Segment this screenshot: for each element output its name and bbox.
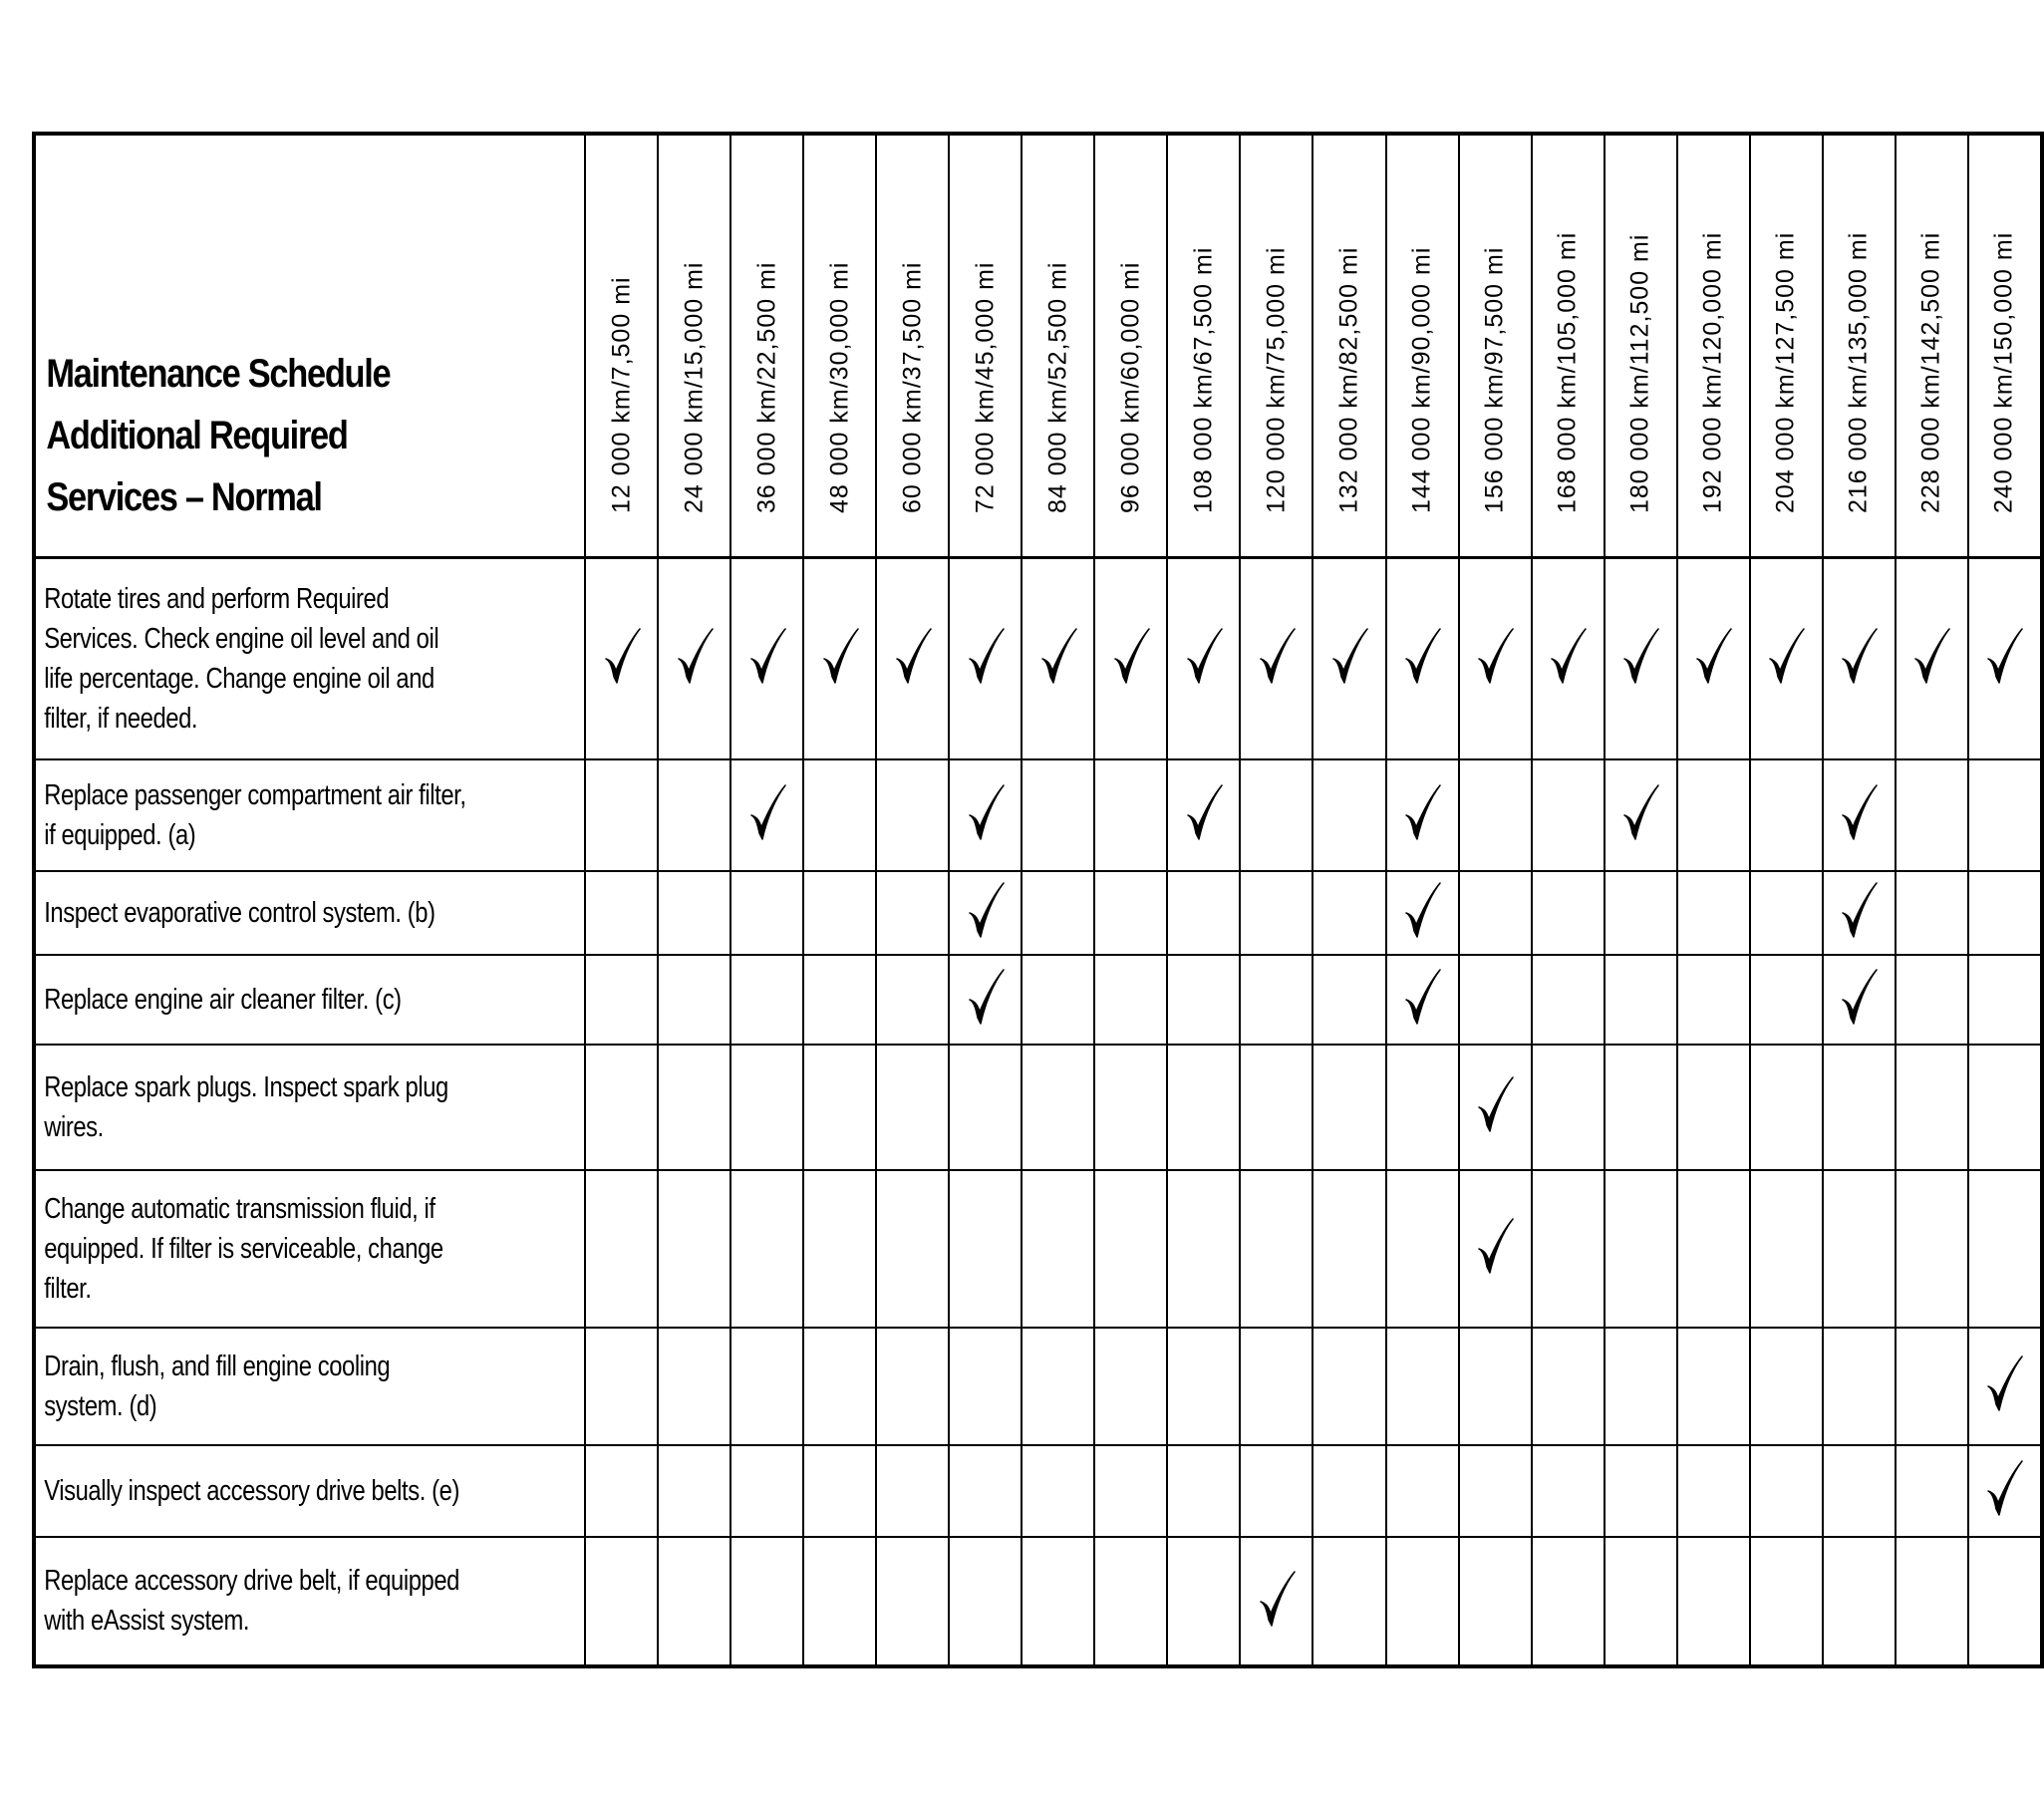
service-description-cell <box>34 1537 585 1666</box>
check-cell-empty <box>1532 871 1605 955</box>
check-cell-empty <box>1896 955 1968 1045</box>
interval-label: 108 000 km/67,500 mi <box>1189 246 1218 513</box>
check-cell-checked <box>585 558 658 759</box>
check-cell-empty <box>730 1045 803 1170</box>
interval-header <box>1459 134 1532 558</box>
check-cell-empty <box>1386 1045 1459 1170</box>
check-cell-empty <box>1022 1045 1094 1170</box>
check-mark-icon <box>966 966 1006 1028</box>
check-mark-icon <box>1693 625 1733 687</box>
interval-label: 204 000 km/127,500 mi <box>1771 231 1800 513</box>
interval-label: 216 000 km/135,000 mi <box>1844 231 1873 513</box>
check-cell-checked <box>1386 759 1459 871</box>
interval-label: 240 000 km/150,000 mi <box>1989 231 2018 513</box>
service-description: Replace spark plugs. Inspect spark plug wires. <box>44 1070 448 1143</box>
check-mark-icon <box>1766 625 1806 687</box>
service-description: Visually inspect accessory drive belts. (e) <box>44 1474 459 1507</box>
check-cell-empty <box>1750 759 1823 871</box>
check-cell-empty <box>1240 1328 1313 1445</box>
interval-label: 48 000 km/30,000 mi <box>825 261 854 513</box>
check-cell-empty <box>730 955 803 1045</box>
check-cell-empty <box>585 955 658 1045</box>
check-cell-empty <box>1022 1445 1094 1537</box>
check-mark-icon <box>1184 625 1224 687</box>
check-cell-empty <box>876 1170 949 1328</box>
service-description-cell <box>34 955 585 1045</box>
interval-label: 84 000 km/52,500 mi <box>1043 261 1072 513</box>
check-cell-empty <box>1823 1170 1896 1328</box>
check-cell-checked <box>1605 558 1677 759</box>
check-cell-empty <box>1094 759 1167 871</box>
check-cell-empty <box>1094 955 1167 1045</box>
check-cell-checked <box>1459 1045 1532 1170</box>
check-cell-empty <box>730 1328 803 1445</box>
interval-label: 96 000 km/60,000 mi <box>1116 261 1145 513</box>
table-title-line-2: Additional Required <box>46 414 348 457</box>
check-cell-empty <box>803 1445 876 1537</box>
check-mark-icon <box>966 781 1006 843</box>
check-cell-empty <box>1094 1537 1167 1666</box>
check-cell-empty <box>1240 1170 1313 1328</box>
check-cell-empty <box>1896 759 1968 871</box>
check-cell-empty <box>1022 1537 1094 1666</box>
check-mark-icon <box>1402 879 1442 941</box>
service-row <box>34 1328 2042 1445</box>
check-cell-empty <box>1094 871 1167 955</box>
check-mark-icon <box>1620 625 1660 687</box>
interval-header <box>1240 134 1313 558</box>
check-mark-icon <box>1620 781 1660 843</box>
check-mark-icon <box>1111 625 1151 687</box>
check-cell-empty <box>1167 1537 1240 1666</box>
check-cell-empty <box>1968 955 2042 1045</box>
check-mark-icon <box>1839 879 1879 941</box>
service-description-cell <box>34 1445 585 1537</box>
interval-label: 36 000 km/22,500 mi <box>752 261 781 513</box>
check-mark-icon <box>1839 966 1879 1028</box>
check-cell-checked <box>1386 558 1459 759</box>
interval-header <box>730 134 803 558</box>
check-cell-empty <box>1677 1045 1750 1170</box>
check-cell-empty <box>949 1045 1022 1170</box>
service-row <box>34 1537 2042 1666</box>
check-cell-empty <box>1313 955 1385 1045</box>
check-cell-empty <box>949 1328 1022 1445</box>
service-description: Replace passenger compartment air filter, if equipped. (a) <box>44 778 466 851</box>
check-cell-empty <box>1968 759 2042 871</box>
check-cell-empty <box>1313 1328 1385 1445</box>
check-cell-checked <box>1968 558 2042 759</box>
check-cell-empty <box>585 759 658 871</box>
check-cell-empty <box>585 871 658 955</box>
check-mark-icon <box>1038 625 1078 687</box>
service-description: Rotate tires and perform Required Services. Check engine oil level and oil life percentage. Change engine oil and filter, if needed. <box>44 582 439 735</box>
check-cell-empty <box>1313 759 1385 871</box>
check-cell-empty <box>585 1328 658 1445</box>
check-mark-icon <box>1475 1215 1515 1277</box>
check-cell-checked <box>803 558 876 759</box>
check-mark-icon <box>1548 625 1588 687</box>
service-row <box>34 558 2042 759</box>
service-row <box>34 1045 2042 1170</box>
check-cell-checked <box>1677 558 1750 759</box>
interval-label: 144 000 km/90,000 mi <box>1407 246 1436 513</box>
check-cell-empty <box>803 1170 876 1328</box>
check-cell-empty <box>1313 1445 1385 1537</box>
interval-header <box>1823 134 1896 558</box>
check-cell-empty <box>585 1537 658 1666</box>
check-cell-empty <box>1750 955 1823 1045</box>
check-cell-empty <box>1167 955 1240 1045</box>
check-cell-empty <box>730 1445 803 1537</box>
service-row <box>34 759 2042 871</box>
check-cell-empty <box>658 1537 730 1666</box>
check-mark-icon <box>675 625 715 687</box>
check-cell-empty <box>1677 871 1750 955</box>
check-cell-checked <box>1823 955 1896 1045</box>
check-mark-icon <box>602 625 642 687</box>
check-cell-empty <box>1605 1170 1677 1328</box>
check-cell-empty <box>1896 1328 1968 1445</box>
check-cell-empty <box>1167 871 1240 955</box>
check-cell-empty <box>1240 955 1313 1045</box>
check-cell-empty <box>658 871 730 955</box>
check-cell-empty <box>1605 1537 1677 1666</box>
check-cell-empty <box>876 1537 949 1666</box>
check-cell-checked <box>949 871 1022 955</box>
check-cell-empty <box>1094 1045 1167 1170</box>
interval-header <box>1022 134 1094 558</box>
check-cell-checked <box>1313 558 1385 759</box>
check-cell-empty <box>1750 1328 1823 1445</box>
table-title-cell <box>34 134 585 558</box>
check-cell-empty <box>1386 1170 1459 1328</box>
interval-header <box>803 134 876 558</box>
service-description-cell <box>34 558 585 759</box>
check-mark-icon <box>966 879 1006 941</box>
check-mark-icon <box>747 625 787 687</box>
check-mark-icon <box>1184 781 1224 843</box>
check-cell-empty <box>803 1045 876 1170</box>
check-cell-empty <box>876 871 949 955</box>
check-cell-empty <box>1532 1445 1605 1537</box>
check-cell-empty <box>1240 1445 1313 1537</box>
check-cell-empty <box>949 1170 1022 1328</box>
check-cell-empty <box>1094 1445 1167 1537</box>
service-description-cell <box>34 1170 585 1328</box>
check-cell-empty <box>1532 955 1605 1045</box>
check-cell-checked <box>949 955 1022 1045</box>
check-mark-icon <box>820 625 860 687</box>
check-cell-empty <box>1896 871 1968 955</box>
check-cell-empty <box>876 1445 949 1537</box>
interval-label: 180 000 km/112,500 mi <box>1625 233 1654 513</box>
check-cell-empty <box>1532 1328 1605 1445</box>
check-cell-empty <box>876 1328 949 1445</box>
check-mark-icon <box>1329 625 1369 687</box>
check-cell-empty <box>1968 871 2042 955</box>
service-row <box>34 1445 2042 1537</box>
interval-label: 12 000 km/7,500 mi <box>607 276 636 513</box>
check-cell-checked <box>1022 558 1094 759</box>
check-cell-empty <box>1532 1045 1605 1170</box>
service-description-cell <box>34 1045 585 1170</box>
table-title-line-1: Maintenance Schedule <box>46 352 391 396</box>
check-cell-checked <box>730 759 803 871</box>
check-cell-empty <box>1386 1445 1459 1537</box>
check-cell-empty <box>1313 871 1385 955</box>
table-title <box>36 343 507 556</box>
check-cell-empty <box>1313 1170 1385 1328</box>
table-title-line-3: Services – Normal <box>46 475 322 519</box>
check-cell-checked <box>1823 558 1896 759</box>
check-cell-empty <box>1605 871 1677 955</box>
check-cell-empty <box>803 1537 876 1666</box>
check-cell-checked <box>1167 759 1240 871</box>
check-cell-empty <box>876 759 949 871</box>
check-cell-empty <box>730 871 803 955</box>
check-cell-empty <box>658 759 730 871</box>
interval-header <box>1167 134 1240 558</box>
check-cell-empty <box>658 1328 730 1445</box>
check-cell-empty <box>1386 1537 1459 1666</box>
check-cell-empty <box>1968 1537 2042 1666</box>
check-cell-empty <box>1167 1445 1240 1537</box>
service-description-cell <box>34 759 585 871</box>
service-description: Replace engine air cleaner filter. (c) <box>44 983 402 1016</box>
check-cell-empty <box>1532 759 1605 871</box>
check-cell-checked <box>949 558 1022 759</box>
check-cell-empty <box>1459 1328 1532 1445</box>
check-cell-empty <box>1094 1328 1167 1445</box>
check-cell-empty <box>1459 955 1532 1045</box>
check-cell-empty <box>658 1170 730 1328</box>
check-cell-empty <box>658 955 730 1045</box>
check-cell-checked <box>1386 871 1459 955</box>
interval-label: 168 000 km/105,000 mi <box>1553 231 1582 513</box>
interval-header <box>585 134 658 558</box>
check-cell-empty <box>1022 871 1094 955</box>
check-cell-empty <box>1896 1445 1968 1537</box>
check-cell-empty <box>1896 1537 1968 1666</box>
check-cell-empty <box>876 1045 949 1170</box>
check-cell-checked <box>1459 558 1532 759</box>
check-cell-checked <box>1750 558 1823 759</box>
check-cell-checked <box>1605 759 1677 871</box>
check-cell-empty <box>1823 1537 1896 1666</box>
check-mark-icon <box>1257 625 1297 687</box>
check-cell-empty <box>1677 1170 1750 1328</box>
check-mark-icon <box>1257 1568 1297 1630</box>
check-cell-checked <box>1823 871 1896 955</box>
check-mark-icon <box>1475 625 1515 687</box>
check-cell-checked <box>1968 1445 2042 1537</box>
check-cell-empty <box>585 1045 658 1170</box>
check-mark-icon <box>1984 625 2024 687</box>
interval-header <box>1313 134 1385 558</box>
interval-label: 192 000 km/120,000 mi <box>1698 231 1727 513</box>
interval-label: 132 000 km/82,500 mi <box>1334 246 1363 513</box>
check-cell-empty <box>1750 871 1823 955</box>
check-cell-empty <box>1823 1445 1896 1537</box>
check-cell-empty <box>1968 1045 2042 1170</box>
check-cell-empty <box>1022 955 1094 1045</box>
check-cell-checked <box>949 759 1022 871</box>
check-cell-empty <box>1896 1170 1968 1328</box>
check-cell-empty <box>803 759 876 871</box>
check-mark-icon <box>1402 625 1442 687</box>
check-cell-checked <box>730 558 803 759</box>
check-cell-empty <box>1167 1045 1240 1170</box>
interval-header <box>1532 134 1605 558</box>
interval-header <box>1094 134 1167 558</box>
check-cell-empty <box>1605 1328 1677 1445</box>
service-description: Change automatic transmission fluid, if equipped. If filter is serviceable, change filter. <box>44 1192 443 1305</box>
check-cell-checked <box>876 558 949 759</box>
service-row <box>34 871 2042 955</box>
check-cell-empty <box>1823 1328 1896 1445</box>
check-cell-empty <box>1677 1328 1750 1445</box>
check-mark-icon <box>1911 625 1951 687</box>
check-cell-empty <box>803 871 876 955</box>
interval-label: 120 000 km/75,000 mi <box>1262 246 1291 513</box>
interval-header <box>1968 134 2042 558</box>
check-cell-empty <box>1532 1537 1605 1666</box>
check-cell-checked <box>1094 558 1167 759</box>
interval-label: 60 000 km/37,500 mi <box>898 261 927 513</box>
check-mark-icon <box>1984 1457 2024 1519</box>
interval-label: 228 000 km/142,500 mi <box>1916 231 1945 513</box>
check-cell-empty <box>1677 1537 1750 1666</box>
check-mark-icon <box>1839 625 1879 687</box>
check-cell-empty <box>1532 1170 1605 1328</box>
check-cell-checked <box>1167 558 1240 759</box>
check-mark-icon <box>1984 1353 2024 1414</box>
interval-header <box>1605 134 1677 558</box>
check-mark-icon <box>966 625 1006 687</box>
check-cell-empty <box>1022 1170 1094 1328</box>
interval-header <box>658 134 730 558</box>
check-cell-empty <box>1459 1445 1532 1537</box>
interval-header <box>1677 134 1750 558</box>
check-cell-empty <box>1459 871 1532 955</box>
check-cell-empty <box>1896 1045 1968 1170</box>
check-cell-empty <box>1968 1170 2042 1328</box>
check-cell-empty <box>1677 955 1750 1045</box>
check-cell-empty <box>1750 1170 1823 1328</box>
service-description-cell <box>34 1328 585 1445</box>
check-cell-empty <box>585 1170 658 1328</box>
check-cell-empty <box>1459 1537 1532 1666</box>
check-cell-empty <box>1094 1170 1167 1328</box>
interval-header <box>1750 134 1823 558</box>
check-cell-empty <box>1022 759 1094 871</box>
service-description-cell <box>34 871 585 955</box>
check-cell-empty <box>1386 1328 1459 1445</box>
check-cell-empty <box>949 1537 1022 1666</box>
check-mark-icon <box>893 625 933 687</box>
interval-label: 72 000 km/45,000 mi <box>971 261 1000 513</box>
check-mark-icon <box>747 781 787 843</box>
check-mark-icon <box>1402 781 1442 843</box>
check-cell-empty <box>1313 1537 1385 1666</box>
check-cell-empty <box>1677 1445 1750 1537</box>
check-cell-empty <box>1167 1170 1240 1328</box>
check-mark-icon <box>1475 1073 1515 1135</box>
check-cell-empty <box>1240 759 1313 871</box>
check-cell-checked <box>1896 558 1968 759</box>
interval-label: 24 000 km/15,000 mi <box>680 261 709 513</box>
check-cell-empty <box>1750 1445 1823 1537</box>
check-cell-empty <box>1605 1045 1677 1170</box>
check-cell-empty <box>1313 1045 1385 1170</box>
check-mark-icon <box>1839 781 1879 843</box>
check-cell-empty <box>1677 759 1750 871</box>
service-row <box>34 955 2042 1045</box>
check-cell-empty <box>1823 1045 1896 1170</box>
check-cell-checked <box>1240 1537 1313 1666</box>
interval-header <box>876 134 949 558</box>
check-cell-empty <box>1750 1045 1823 1170</box>
check-cell-checked <box>1823 759 1896 871</box>
check-cell-empty <box>949 1445 1022 1537</box>
interval-header <box>949 134 1022 558</box>
check-cell-empty <box>803 955 876 1045</box>
check-cell-empty <box>1240 871 1313 955</box>
check-cell-empty <box>585 1445 658 1537</box>
check-cell-empty <box>1240 1045 1313 1170</box>
maintenance-schedule-table <box>32 132 2044 1668</box>
check-cell-checked <box>1968 1328 2042 1445</box>
check-cell-checked <box>1240 558 1313 759</box>
service-description: Drain, flush, and fill engine cooling system. (d) <box>44 1350 391 1422</box>
interval-header <box>1386 134 1459 558</box>
check-mark-icon <box>1402 966 1442 1028</box>
check-cell-empty <box>1605 955 1677 1045</box>
header-row <box>34 134 2042 558</box>
service-description: Inspect evaporative control system. (b) <box>44 896 436 929</box>
check-cell-empty <box>1459 759 1532 871</box>
service-row <box>34 1170 2042 1328</box>
check-cell-empty <box>1022 1328 1094 1445</box>
check-cell-empty <box>730 1537 803 1666</box>
check-cell-empty <box>803 1328 876 1445</box>
check-cell-checked <box>1532 558 1605 759</box>
check-cell-checked <box>658 558 730 759</box>
check-cell-empty <box>658 1045 730 1170</box>
interval-header <box>1896 134 1968 558</box>
check-cell-empty <box>730 1170 803 1328</box>
service-description: Replace accessory drive belt, if equipped with eAssist system. <box>44 1565 459 1637</box>
check-cell-empty <box>876 955 949 1045</box>
check-cell-checked <box>1459 1170 1532 1328</box>
interval-label: 156 000 km/97,500 mi <box>1480 246 1509 513</box>
check-cell-checked <box>1386 955 1459 1045</box>
check-cell-empty <box>1605 1445 1677 1537</box>
check-cell-empty <box>1167 1328 1240 1445</box>
check-cell-empty <box>1750 1537 1823 1666</box>
check-cell-empty <box>658 1445 730 1537</box>
